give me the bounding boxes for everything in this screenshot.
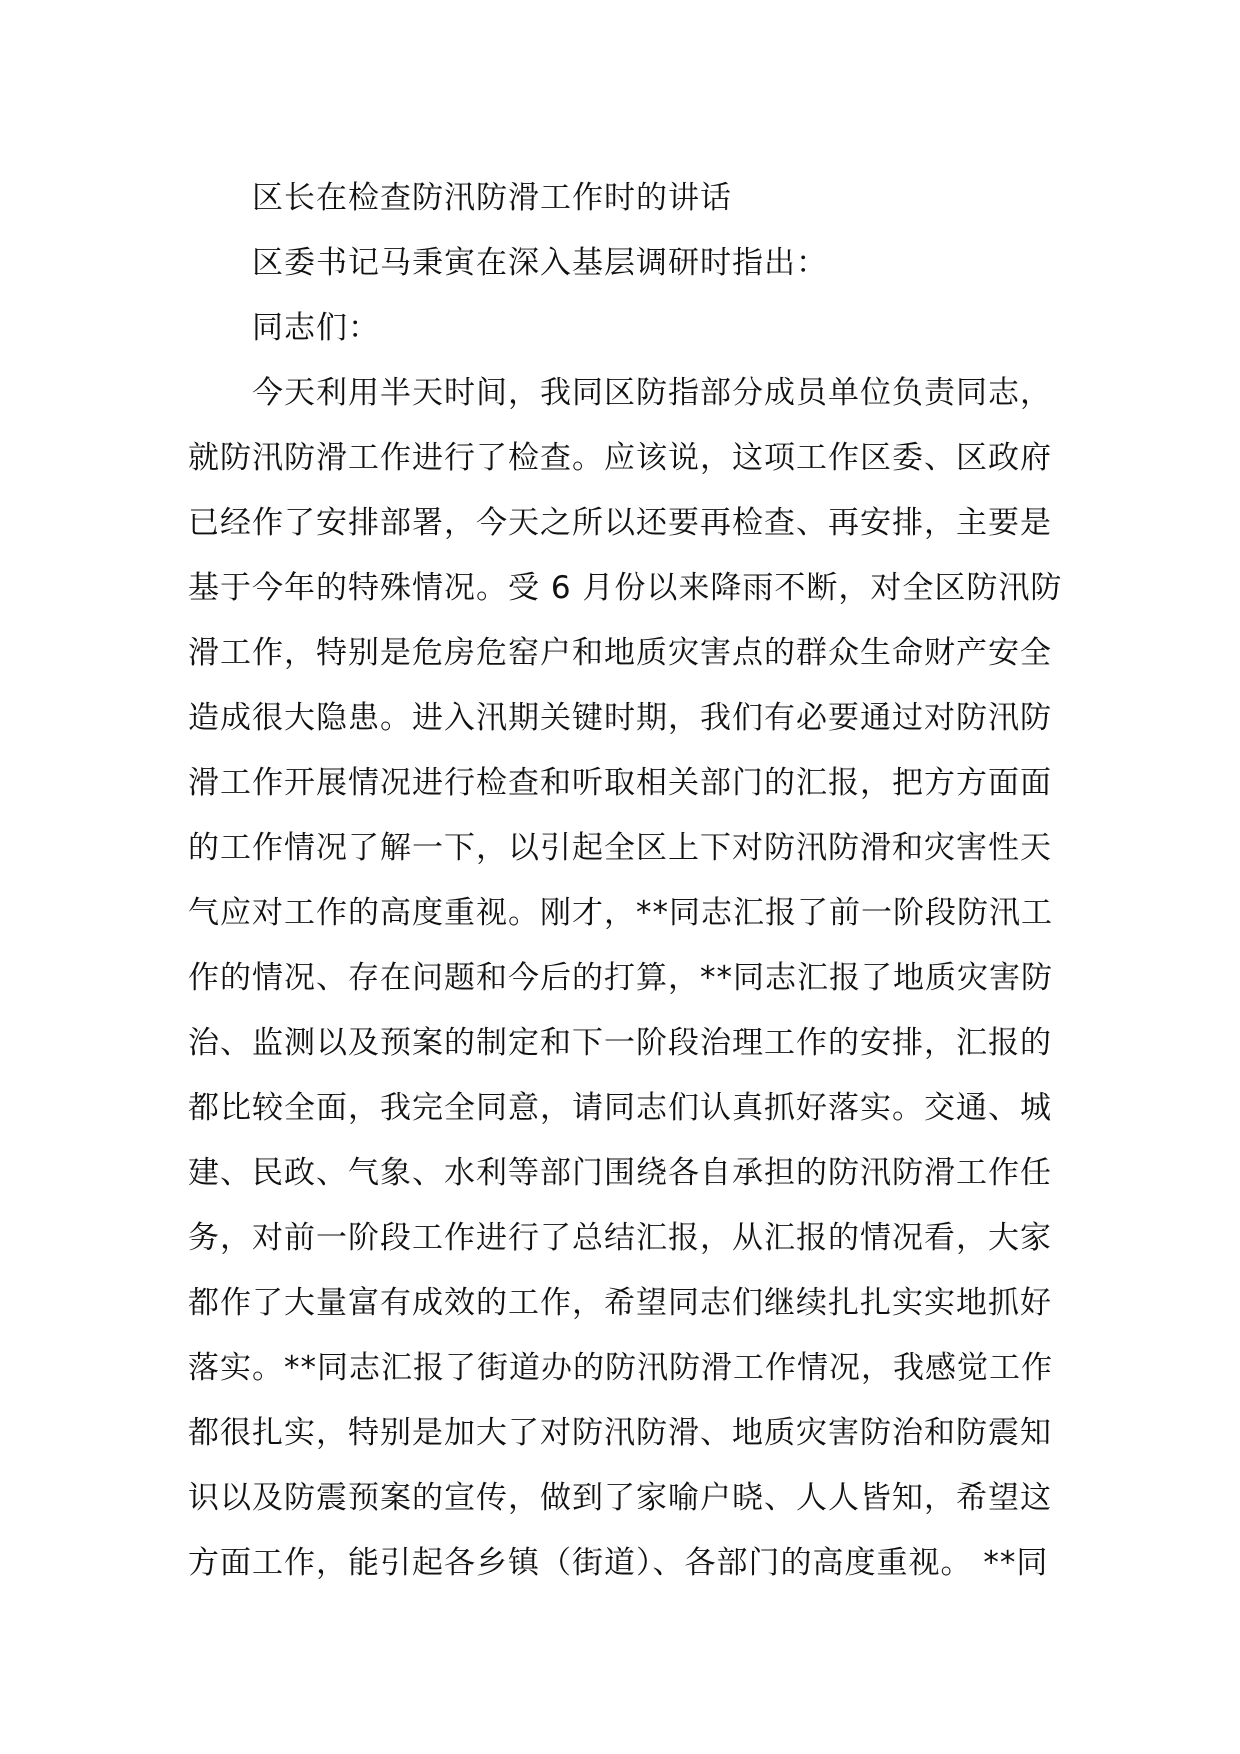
paragraph-line: 已经作了安排部署，今天之所以还要再检查、再安排，主要是 [188,505,1052,541]
paragraph-line: 滑工作开展情况进行检查和听取相关部门的汇报，把方方面面 [188,765,1052,801]
paragraph-line: 作的情况、存在问题和今后的打算，**同志汇报了地质灾害防 [188,960,1053,996]
salutation: 同志们： [252,310,380,346]
paragraph-line: 造成很大隐患。进入汛期关键时期，我们有必要通过对防汛防 [188,700,1052,736]
paragraph-line: 落实。**同志汇报了街道办的防汛防滑工作情况，我感觉工作 [188,1350,1053,1386]
paragraph-line: 就防汛防滑工作进行了检查。应该说，这项工作区委、区政府 [188,440,1052,476]
paragraph-line: 建、民政、气象、水利等部门围绕各自承担的防汛防滑工作任 [188,1155,1052,1191]
paragraph-line: 都作了大量富有成效的工作，希望同志们继续扎扎实实地抓好 [188,1285,1052,1321]
intro-line: 区委书记马秉寅在深入基层调研时指出： [252,245,828,281]
paragraph-line: 气应对工作的高度重视。刚才，**同志汇报了前一阶段防汛工 [188,895,1053,931]
paragraph-line: 方面工作，能引起各乡镇（街道）、各部门的高度重视。 **同 [188,1545,1049,1581]
speech-title: 区长在检查防汛防滑工作时的讲话 [252,180,732,216]
paragraph-line: 都比较全面，我完全同意，请同志们认真抓好落实。交通、城 [188,1090,1052,1126]
paragraph-line: 治、监测以及预案的制定和下一阶段治理工作的安排，汇报的 [188,1025,1052,1061]
paragraph-line: 基于今年的特殊情况。受 6 月份以来降雨不断，对全区防汛防 [188,570,1063,606]
paragraph-line: 都很扎实，特别是加大了对防汛防滑、地质灾害防治和防震知 [188,1415,1052,1451]
paragraph-line: 今天利用半天时间，我同区防指部分成员单位负责同志， [252,375,1052,411]
paragraph-line: 务，对前一阶段工作进行了总结汇报，从汇报的情况看，大家 [188,1220,1052,1256]
paragraph-line: 滑工作，特别是危房危窑户和地质灾害点的群众生命财产安全 [188,635,1052,671]
document-body [188,166,1063,1596]
paragraph-line: 识以及防震预案的宣传，做到了家喻户晓、人人皆知，希望这 [188,1480,1052,1516]
paragraph-line: 的工作情况了解一下，以引起全区上下对防汛防滑和灾害性天 [188,830,1052,866]
